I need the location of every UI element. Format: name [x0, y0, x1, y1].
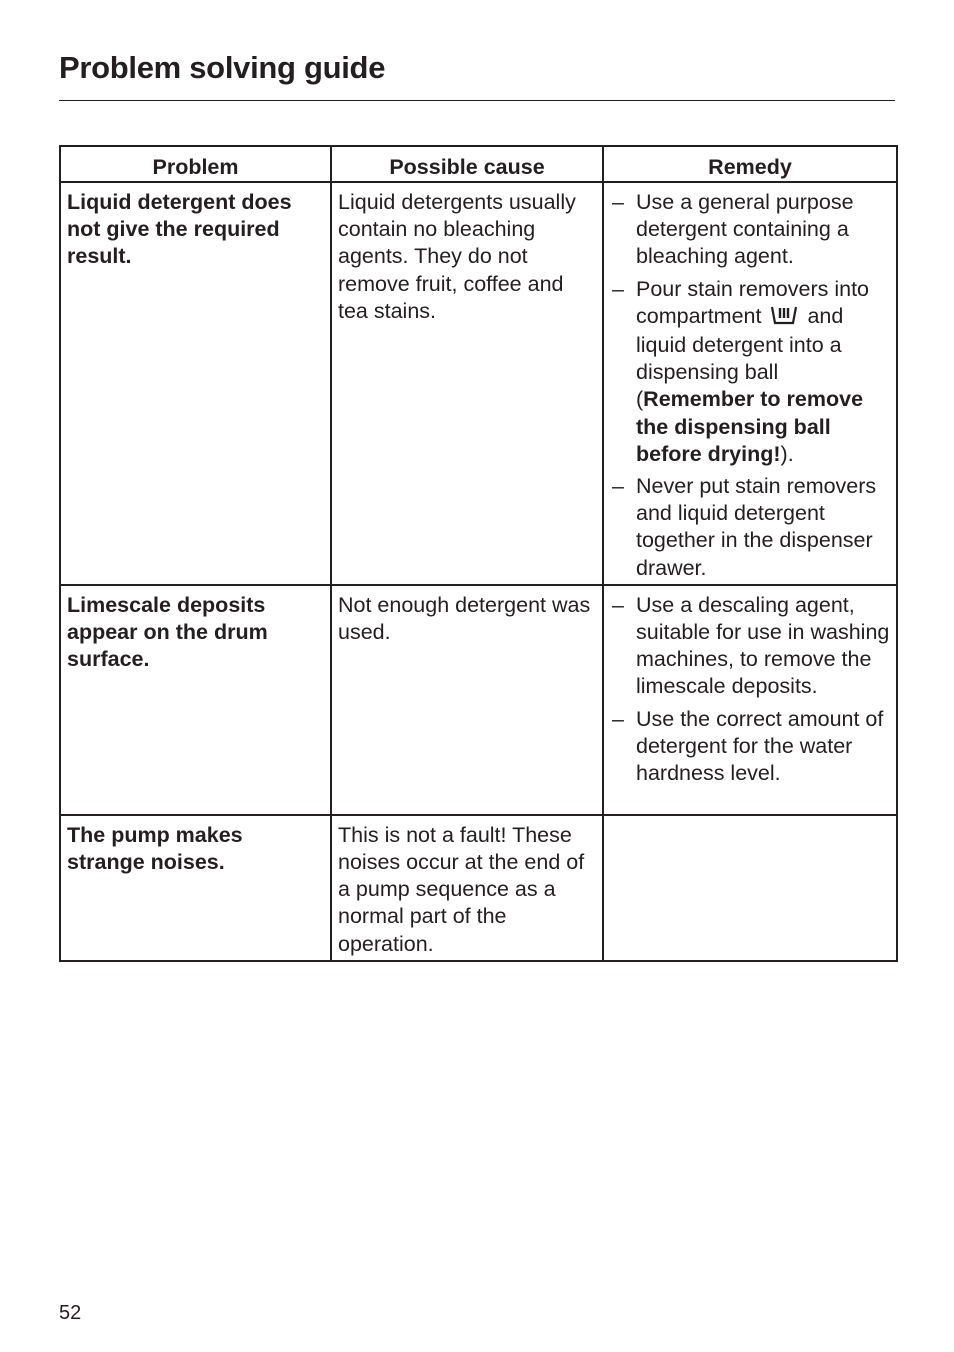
remedy-text: Use a general purpose detergent containing a bleaching agent.	[636, 190, 854, 269]
remedy-item	[610, 706, 892, 788]
problem-solving-table	[59, 145, 898, 962]
cause-cell: This is not a fault! These noises occur at the end of a pump sequence as a normal part of the operation.	[331, 815, 603, 961]
dash-bullet: –	[612, 592, 624, 617]
remedy-item	[610, 189, 892, 271]
remedy-text: (	[636, 387, 644, 412]
page-number: 52	[59, 1302, 82, 1324]
problem-cell: Liquid detergent does not give the required result.	[60, 182, 331, 585]
dash-bullet: –	[612, 474, 624, 499]
dash-bullet: –	[612, 706, 624, 731]
remedy-item	[610, 473, 892, 582]
cause-cell: Liquid detergents usually contain no bleaching agents. They do not remove fruit, coffee and tea stains.	[331, 182, 603, 585]
page-title: Problem solving guide	[59, 50, 386, 85]
problem-cell: The pump makes strange noises.	[60, 815, 331, 961]
remedy-cell	[603, 182, 897, 585]
remedy-list	[610, 592, 892, 787]
header-remedy: Remedy	[603, 146, 897, 182]
dash-bullet: –	[612, 276, 624, 301]
remedy-text: Use the correct amount of detergent for the water hardness level.	[636, 706, 884, 786]
remedy-text: and liquid detergent into a dispensing ball	[636, 303, 844, 385]
cause-cell: Not enough detergent was used.	[331, 585, 603, 815]
remedy-text: Never put stain removers and liquid detergent together in the dispenser drawer.	[636, 474, 877, 580]
table-row	[60, 815, 897, 961]
header-problem: Problem	[60, 146, 331, 182]
problem-cell: Limescale deposits appear on the drum surface.	[60, 585, 331, 815]
table-row	[60, 182, 897, 585]
remedy-text: ).	[780, 441, 794, 466]
remedy-item	[610, 276, 892, 468]
stain-remover-compartment-icon	[769, 305, 799, 332]
remedy-text: Pour stain removers into compartment	[636, 276, 870, 328]
table-header-row	[60, 146, 897, 182]
header-possible-cause: Possible cause	[331, 146, 603, 182]
dash-bullet: –	[612, 190, 624, 214]
remedy-cell-empty	[603, 815, 897, 961]
remedy-text: Use a descaling agent, suitable for use in washing machines, to remove the limescale deposits.	[636, 592, 890, 699]
remedy-item	[610, 592, 892, 701]
remedy-warning: Remember to remove the dispensing ball before drying!	[636, 387, 864, 466]
title-divider	[59, 100, 895, 101]
remedy-list	[610, 189, 892, 582]
table-row	[60, 585, 897, 815]
remedy-cell	[603, 585, 897, 815]
